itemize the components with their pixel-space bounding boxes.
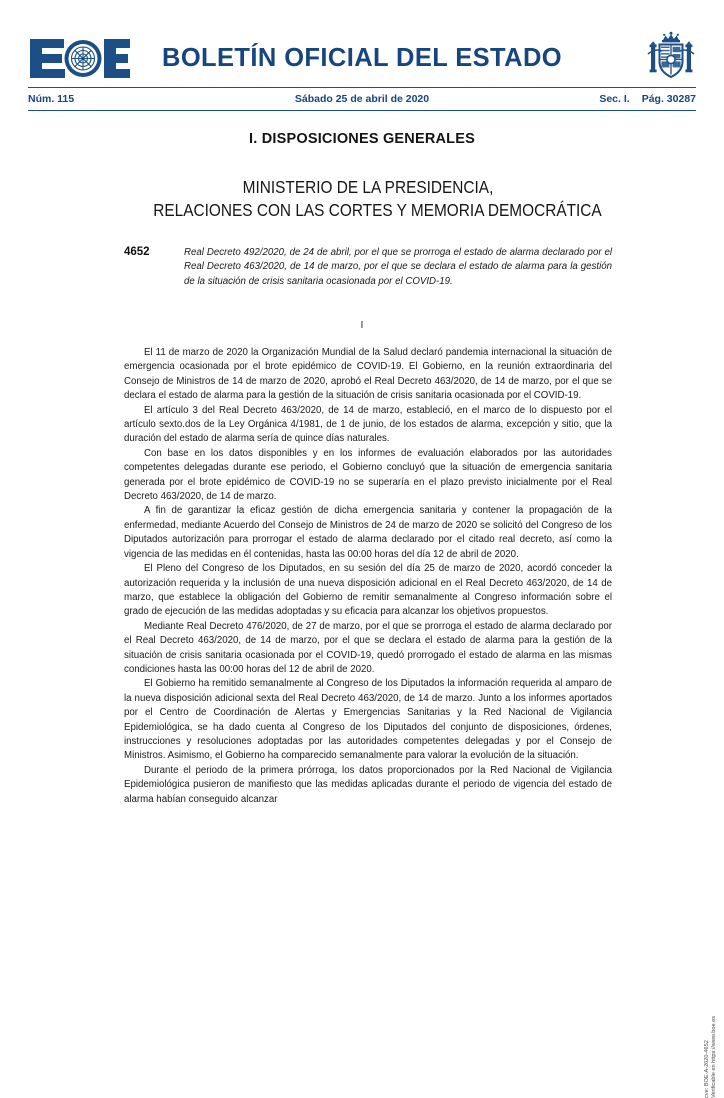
page-title: BOLETÍN OFICIAL DEL ESTADO — [162, 44, 562, 72]
issue-date: Sábado 25 de abril de 2020 — [294, 93, 430, 105]
body-paragraph: Mediante Real Decreto 476/2020, de 27 de marzo, por el que se prorroga el estado de alarma declarado por el Real Decreto 463/2020, de 14 de marzo, por el que se declara el estado de alarma para la gestión de la situación de crisis sanitaria ocasionada por el COVID-19, quedó prorrogado el estado de alarma en las mismas condiciones hasta las 00:00 horas del 12 de abril de 2020. — [124, 620, 612, 675]
body-paragraph: A fin de garantizar la eficaz gestión de dicha emergencia sanitaria y contener la propagación de la enfermedad, mediante Acuerdo del Consejo de Ministros de 24 de marzo de 2020 se solicitó del Congreso de los Diputados autorización para prorrogar el estado de alarma declarado por el citado real decreto, así como la vigencia de las medidas en él contenidas, hasta las 00:00 horas del día 12 de abril de 2020. — [124, 505, 612, 560]
section-heading: I. DISPOSICIONES GENERALES — [249, 131, 475, 147]
masthead-divider-top — [28, 87, 696, 88]
cve-code: cve: BOE-A-2020-4652 — [704, 1040, 710, 1098]
issue-number: Núm. 115 — [28, 93, 75, 105]
section-and-page — [599, 93, 696, 105]
body-text — [124, 346, 612, 807]
body-paragraph: El Gobierno ha remitido semanalmente al Congreso de los Diputados la información requerida al amparo de la nueva disposición adicional sexta del Real Decreto 463/2020, de 14 de marzo. Junto a los informes aportados por el Centro de Coordinación de Alertas y Emergencias Sanitarias y la Red Nacional de Vigilancia Epidemiológica, se ha dado cuenta al Congreso de los Diputados del conjunto de disposiciones, órdenes, instrucciones y resoluciones adoptadas por las autoridades competentes delegadas y por el Consejo de Ministros. Asimismo, el Gobierno ha comparecido semanalmente para valorar la evolución de la situación. — [124, 678, 612, 762]
ministry-heading — [153, 176, 602, 222]
body-paragraph: El artículo 3 del Real Decreto 463/2020, de 14 de marzo, estableció, en el marco de lo dispuesto por el artículo sexto.dos de la Ley Orgánica 4/1981, de 1 de junio, de los estados de alarma, excepción y sitio, que la duración del estado de alarma sería de quince días naturales. — [124, 404, 612, 445]
page-number: Pág. 30287 — [641, 93, 696, 105]
entry-block — [124, 246, 612, 289]
roman-numeral-marker: I — [360, 320, 364, 331]
section-label: Sec. I. — [599, 93, 630, 105]
metabar — [28, 90, 696, 109]
spain-coat-of-arms-icon — [642, 30, 700, 86]
entry-summary: Real Decreto 492/2020, de 24 de abril, por el que se prorroga el estado de alarma declarado por el Real Decreto 463/2020, de 14 de marzo, por el que se declara el estado de alarma para la gestión de la situación de crisis sanitaria ocasionada por el COVID-19. — [184, 247, 612, 287]
entry-number: 4652 — [124, 246, 150, 258]
verification-url: Verificable en https://www.boe.es — [711, 1015, 718, 1098]
body-paragraph: El 11 de marzo de 2020 la Organización Mundial de la Salud declaró pandemia internacional la situación de emergencia ocasionada por el brote epidémico de COVID-19. El Gobierno, en la reunión extraordinaria del Consejo de Ministros de 14 de marzo de 2020, aprobó el Real Decreto 463/2020, de 14 de marzo, por el que se declara el estado de alarma para la gestión de la situación de crisis sanitaria ocasionada por el COVID-19. — [124, 347, 612, 402]
body-paragraph: Durante el periodo de la primera prórroga, los datos proporcionados por la Red Nacional de Vigilancia Epidemiológica pusieron de manifiesto que las medidas aplicadas durante el periodo de vigencia del estado de alarma habían conseguido alcanzar — [124, 764, 612, 805]
ministry-heading-line-1: MINISTERIO DE LA PRESIDENCIA, — [242, 177, 494, 197]
ministry-heading-line-2: RELACIONES CON LAS CORTES Y MEMORIA DEMOCRÁTICA — [153, 200, 602, 220]
verification-sidenote — [704, 966, 718, 1098]
masthead — [0, 0, 724, 88]
masthead-divider-bottom — [28, 110, 696, 111]
body-paragraph: Con base en los datos disponibles y en los informes de evaluación elaborados por las autoridades competentes delegadas durante ese periodo, el Gobierno concluyó que la situación de emergencia sanitaria generada por el brote epidémico de COVID-19 no se superaría en el plazo previsto inicialmente por el Real Decreto 463/2020, de 14 de marzo. — [124, 447, 612, 503]
body-paragraph: El Pleno del Congreso de los Diputados, en su sesión del día 25 de marzo de 2020, acordó conceder la autorización requerida y la inclusión de una nueva disposición adicional en el Real Decreto 463/2020, de 14 de marzo, que establece la obligación del Gobierno de remitir semanalmente al Congreso información sobre el grado de ejecución de las medidas adoptadas y su eficacia para alcanzar los objetivos propuestos. — [124, 563, 612, 618]
